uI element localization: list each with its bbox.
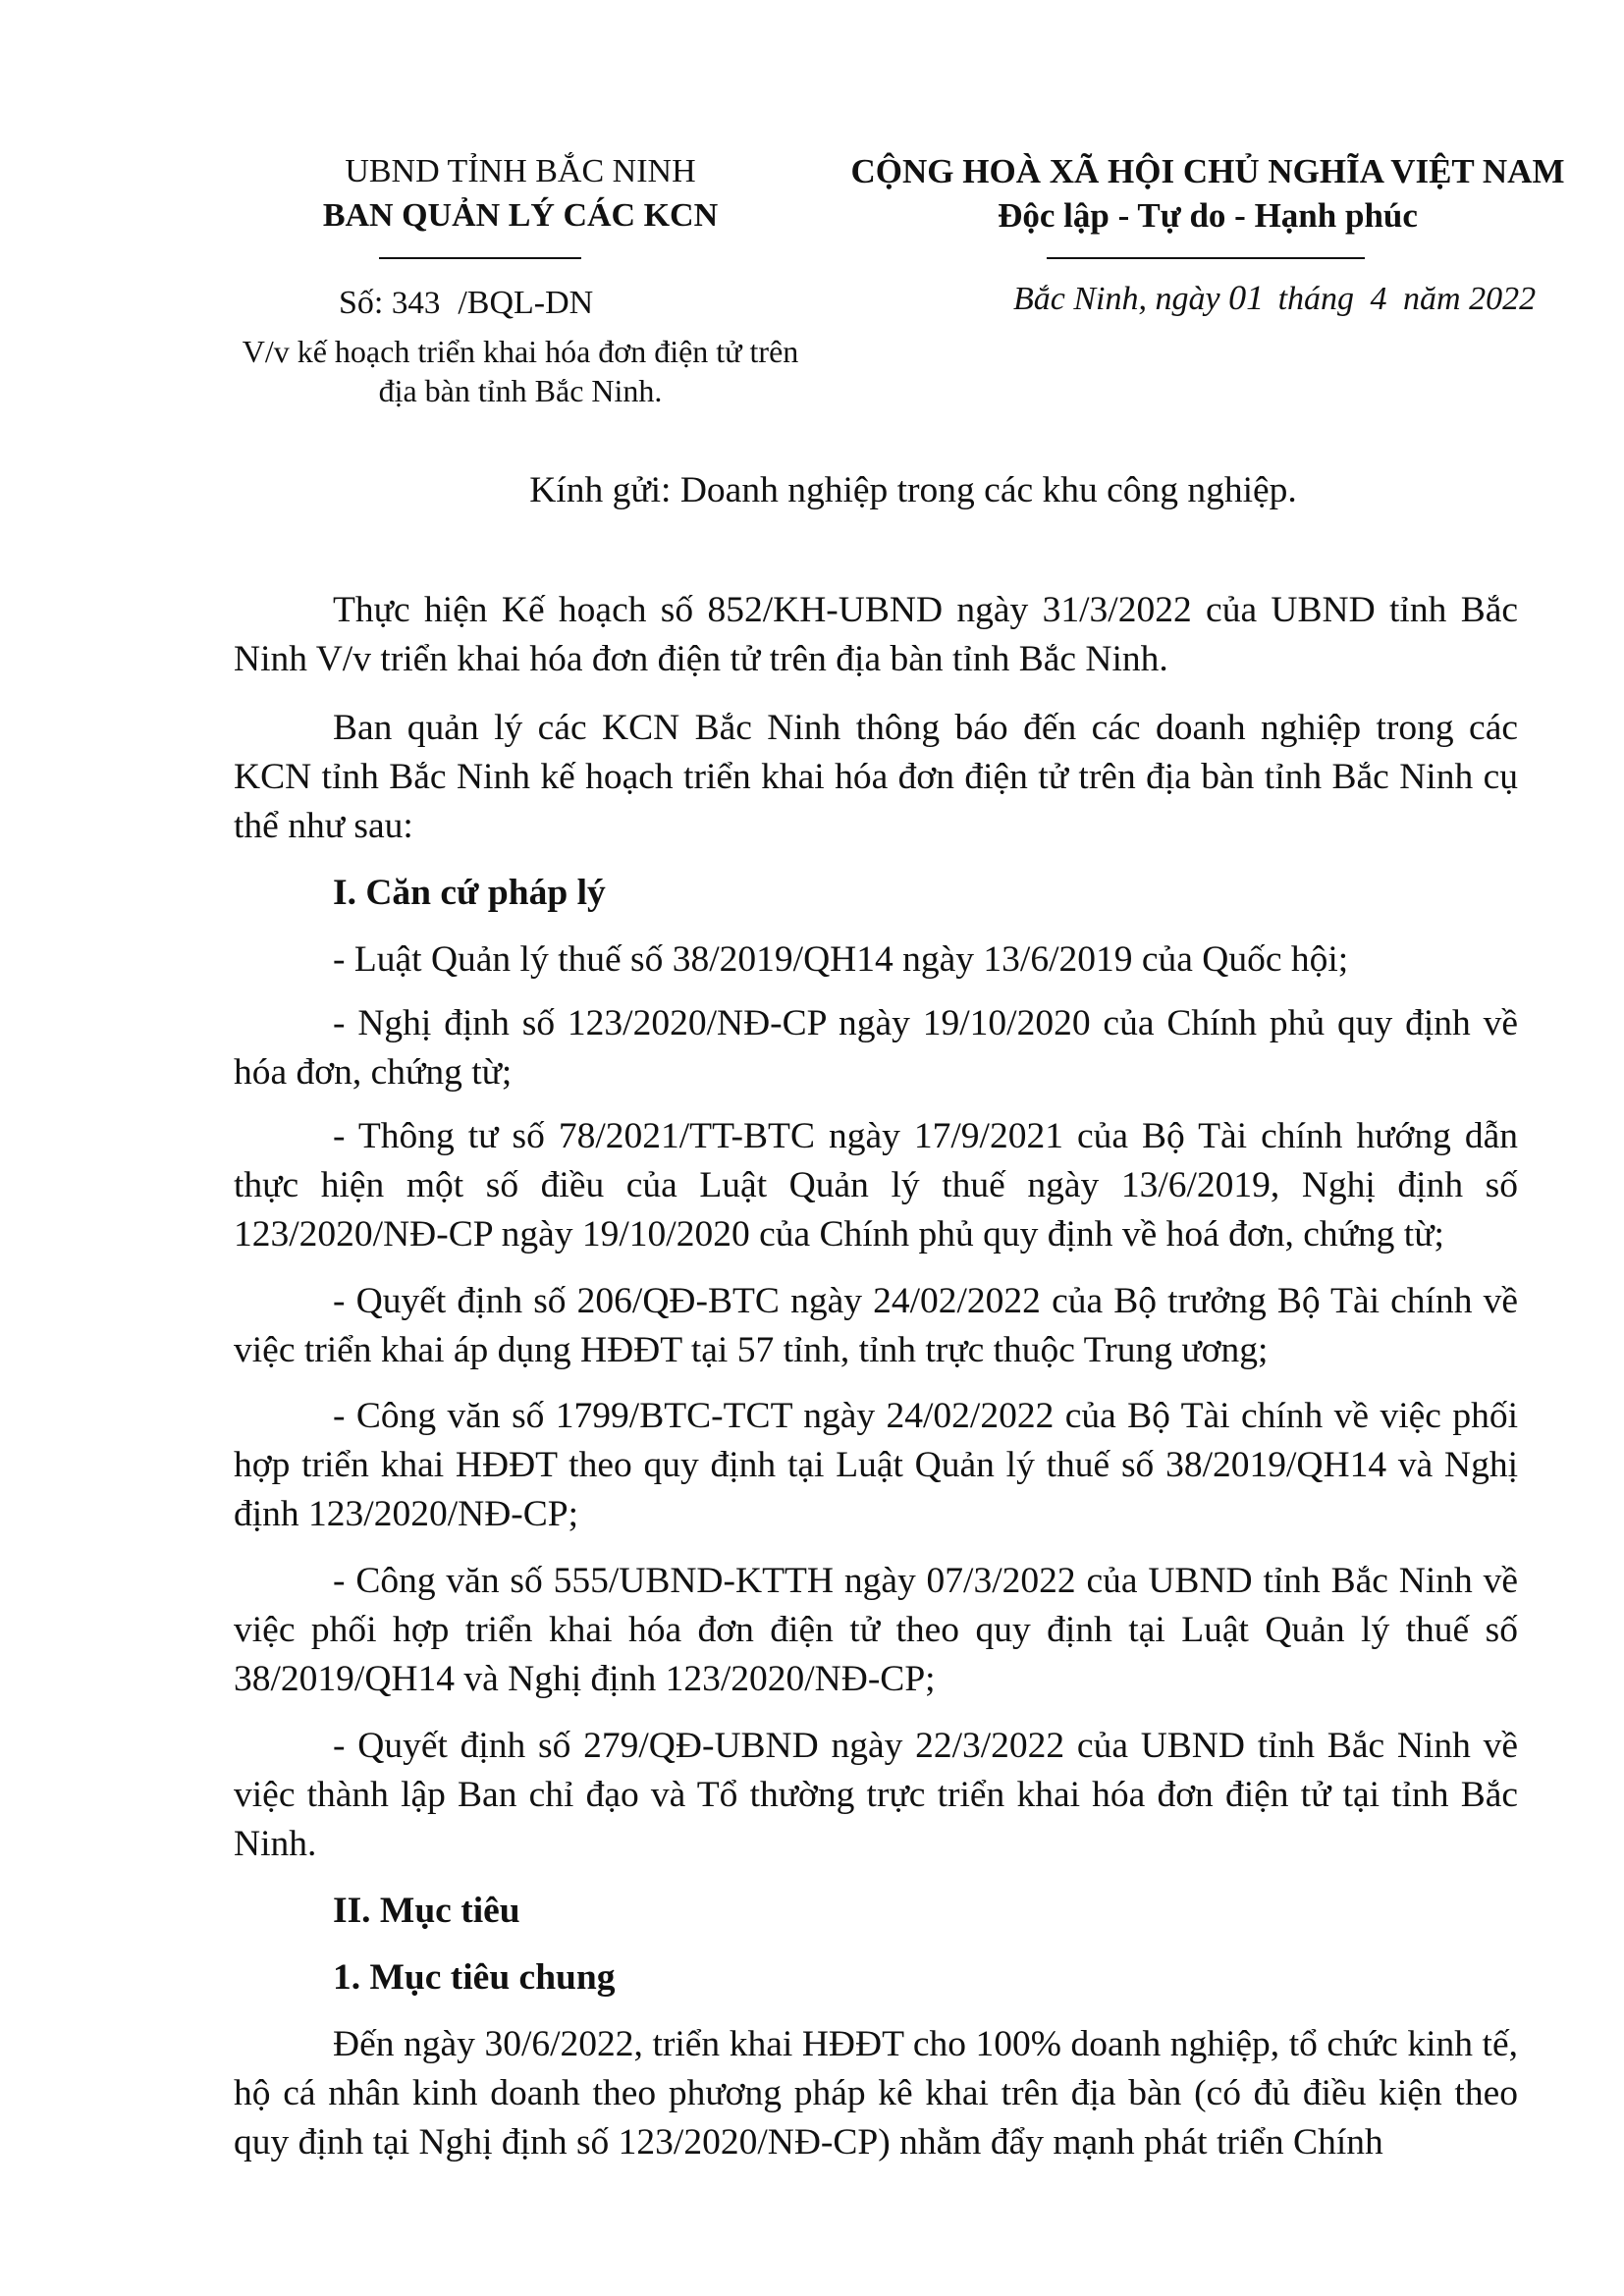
date-label: Bắc Ninh, ngày — [1013, 281, 1220, 317]
national-title: CỘNG HOÀ XÃ HỘI CHỦ NGHĨA VIỆT NAM — [850, 152, 1565, 190]
legal-basis-item: - Công văn số 555/UBND-KTTH ngày 07/3/2022 của UBND tỉnh Bắc Ninh về việc phối hợp triển khai hóa đơn điện tử theo quy định tại Luật Quản lý thuế số 38/2019/QH14 và Nghị định 123/2020/NĐ-CP; — [234, 1561, 1518, 1699]
motto-underline — [1047, 257, 1365, 259]
issuing-authority: UBND TỈNH BẮC NINH — [345, 153, 696, 189]
date-month-label: tháng — [1277, 281, 1355, 317]
date-month: 4 — [1370, 281, 1387, 317]
legal-basis-item: - Quyết định số 279/QĐ-UBND ngày 22/3/2022 của UBND tỉnh Bắc Ninh về việc thành lập Ban chỉ đạo và Tổ thường trực triển khai hóa đơn điện tử tại tỉnh Bắc Ninh. — [234, 1726, 1518, 1864]
section-1-heading: I. Căn cứ pháp lý — [333, 873, 606, 913]
legal-basis-item: - Luật Quản lý thuế số 38/2019/QH14 ngày 13/6/2019 của Quốc hội; — [333, 939, 1349, 980]
document-number — [339, 283, 593, 324]
issuing-agency: BAN QUẢN LÝ CÁC KCN — [322, 197, 719, 234]
legal-basis-item: - Nghị định số 123/2020/NĐ-CP ngày 19/10/2020 của Chính phủ quy định về hóa đơn, chứng từ; — [234, 1003, 1518, 1093]
date-day: 01 — [1228, 278, 1265, 317]
intro-paragraph-2: Ban quản lý các KCN Bắc Ninh thông báo đến các doanh nghiệp trong các KCN tỉnh Bắc Ninh kế hoạch triển khai hóa đơn điện tử trên địa bàn tỉnh Bắc Ninh cụ thể như sau: — [234, 708, 1518, 846]
recipient-line: Kính gửi: Doanh nghiệp trong các khu công nghiệp. — [529, 470, 1297, 510]
number-value: 343 — [391, 286, 441, 321]
subject-line-1: V/v kế hoạch triển khai hóa đơn điện tử trên — [242, 334, 799, 369]
national-motto: Độc lập - Tự do - Hạnh phúc — [998, 196, 1418, 235]
intro-paragraph-1: Thực hiện Kế hoạch số 852/KH-UBND ngày 31/3/2022 của UBND tỉnh Bắc Ninh V/v triển khai hóa đơn điện tử trên địa bàn tỉnh Bắc Ninh. — [234, 590, 1518, 679]
document-subject — [177, 332, 864, 410]
goal-paragraph: Đến ngày 30/6/2022, triển khai HĐĐT cho 100% doanh nghiệp, tổ chức kinh tế, hộ cá nhân kinh doanh theo phương pháp kê khai trên địa bàn (có đủ điều kiện theo quy định tại Nghị định số 123/2020/NĐ-CP) nhằm đẩy mạnh phát triển Chính — [234, 2024, 1518, 2163]
agency-underline — [379, 257, 581, 259]
legal-basis-item: - Công văn số 1799/BTC-TCT ngày 24/02/2022 của Bộ Tài chính về việc phối hợp triển khai HĐĐT theo quy định tại Luật Quản lý thuế số 38/2019/QH14 và Nghị định 123/2020/NĐ-CP; — [234, 1396, 1518, 1534]
number-prefix: Số: — [339, 285, 384, 321]
number-suffix: /BQL-DN — [458, 285, 594, 321]
legal-basis-item: - Quyết định số 206/QĐ-BTC ngày 24/02/2022 của Bộ trưởng Bộ Tài chính về việc triển khai áp dụng HĐĐT tại 57 tỉnh, tỉnh trực thuộc Trung ương; — [234, 1281, 1518, 1370]
date-year: năm 2022 — [1403, 281, 1537, 317]
legal-basis-item: - Thông tư số 78/2021/TT-BTC ngày 17/9/2021 của Bộ Tài chính hướng dẫn thực hiện một số điều của Luật Quản lý thuế ngày 13/6/2019, Nghị định số 123/2020/NĐ-CP ngày 19/10/2020 của Chính phủ quy định về hoá đơn, chứng từ; — [234, 1116, 1518, 1255]
subject-line-2: địa bàn tỉnh Bắc Ninh. — [378, 373, 663, 408]
date-place — [1013, 277, 1536, 320]
subsection-1-heading: 1. Mục tiêu chung — [333, 1957, 616, 1998]
section-2-heading: II. Mục tiêu — [333, 1891, 520, 1931]
